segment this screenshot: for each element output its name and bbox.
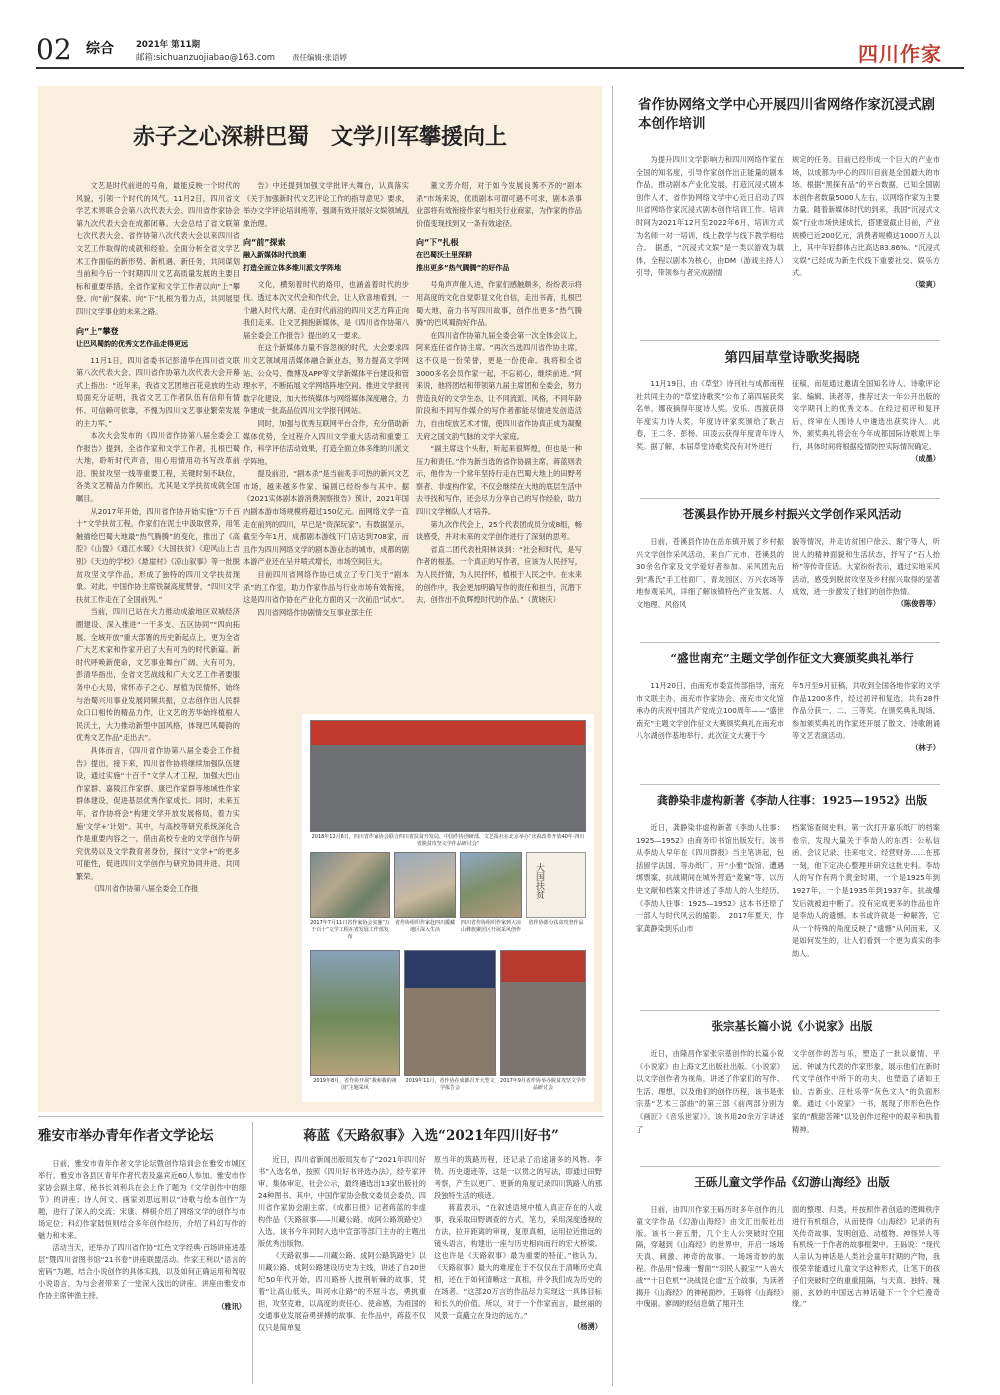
side-article-col	[792, 378, 940, 464]
bottom-paragraph: 原当年的筑路历程，还记录了沿途诸多的风物、李贽、历史遗迹等，这是一以贯之的写法，即通过田野考察，产生以更广、更新的角度记录四川筑路人的那段独特生活的痕迹。	[434, 1155, 602, 1200]
side-article-author: （梁爽）	[911, 279, 940, 289]
photo-caption: 2017年7月11日省作家协会实施“万千百十”文学工程在省发展工作部发布	[310, 920, 390, 940]
main-col-2	[243, 180, 409, 619]
side-article-col	[792, 1204, 940, 1310]
photo-6	[500, 950, 586, 1076]
title-rule	[640, 1010, 940, 1011]
side-paragraph: 面的整理、归类，并按照作者创造的逻辑秩序进行有机组合，从而使得《山海经》记录的有关传奇故事、发明创造、动植物、神怪异人等有机统一于作者的故事框架中。王砾说：“现代人亲认为神话是人类社会童年时期的产物，我很荣幸能通过儿童文学这种形式，让笔下的孩子们突破时空的重重阻隔，与天真、独特、瑰丽、玄妙的中国远古神话碰下一个个烂漫奇缘。”	[792, 1205, 940, 1309]
main-paragraph: 省直二团代表杜阳林谈到：“社会和时代，是写作者的根基。一个真正的写作者，应该为人民抒写，为人民抒情，为人民抒怀，植根于人民之中。在未来的创作中，我会更加明确写作的责任和担当，沉潜下去，创作出不负辉煌时代的作品。”（黄晓庆）	[416, 544, 582, 605]
main-paragraph: 具体而言，《四川省作协第八届全委会工作报告》提出，接下来，四川省作协将继续加强队伍建设，通过实施“十百千”文学人才工程，加强大巴山作家群、嘉陵江作家群、康巴作家群等地域性作家群体建设，促进基层优秀作家成长。同时，未来五年，省作协将会“构建文学开放发展格局，着力实施‘文学+’计划”。其中，与高校等研究系统深化合作是重要内容之一，借由高校专业的文学创作与研究优势以及文学教育者身份，探讨“文学+”的更多可能性，促进四川文学创作与研究协同并进、共同繁荣。	[76, 745, 240, 881]
main-paragraph: 目前四川省网络作协已成立了专门关于“剧本杀”的工作室，助力作家作品与行业市场有效衔接，这是四川省作协在产业化方面的又一次前沿“试水”。	[243, 570, 409, 605]
side-paragraph: 11月19日，由《草堂》诗刊社与成都南程社共同主办的“草堂诗歌奖”公布了第四届获奖名单，娜夜摘得年度诗人奖，安乐、西渡获得年度实力诗人奖，年度诗评家奖颁给了耿占春，王二冬、彭杨、田凌云获得年度青年诗人奖。据了解，本届草堂诗歌奖没有对外进行	[636, 379, 784, 451]
side-article-title: 苍溪县作协开展乡村振兴文学创作采风活动	[682, 507, 902, 521]
bottom-article-jiang	[258, 1124, 604, 1332]
side-article-col	[792, 680, 940, 753]
side-article-col	[792, 1048, 940, 1136]
side-article-author: （成墨）	[911, 453, 940, 463]
side-paragraph: 日前，苍溪县作协在岳东镇开展了乡村振兴文学创作采风活动，来自广元市、苍溪县的30余名作家及文学爱好者参加。采风团先后到“燕氏”手工挂面厂、青龙园区、万兴农场等地参观采风，详细了解该镇特色产业发展、人文地理、风俗风	[636, 537, 784, 609]
bottom-paragraph: 日前，雅安市青年作者文学论坛暨创作培训会在雅安市城区举行。雅安市各县区青年作者代表及嘉宾近60人参加。雅安市作家协会副主席、秘书长刘利兵在会上作了题为《文学创作中的细节》的讲座；诗人何文、画家刘思远则以“诗歌与绘本创作”为题，进行了深入的交流；宋康、柳棋介绍了网络文学的创作与市场定位；科幻作家陆恒则结合多年创作经历，介绍了科幻写作的魅力和未来。	[38, 1159, 246, 1240]
column-rule	[612, 86, 613, 1386]
photo-4	[310, 950, 400, 1076]
main-paragraph: 在四川省作协第九届全委会第一次全体会议上，阿来连任省作协主席。“再次当选四川省作协主席，这不仅是一份荣誉，更是一份使命。我将和全省3000多名会员作家一起，不忘初心，继续前进。”阿来说，他将团结和带领第九届主席团和全委会，努力营造良好的文学生态，让不同流派、风格，不同年龄阶段和不同写作媒介的写作者都能尽情进发创造活力，自由绽放艺术才情，使四川省作协真正成为凝聚天府之国文韵气脉的文学大家庭。	[416, 330, 582, 441]
side-paragraph: 规定的任务。目前已经形成一个巨大的产业市场，以成都为中心的四川目前是全国最大的市场。根据“黑探有品”的平台数据，已知全国剧本创作者数量5000人左右，以网络作家为主要力量。随着新媒体时代的到来，我国“沉浸式文娱”行业市场快速成长，搭建壹截止目前，产业规模已近200亿元，消费者规模达1000万人以上，其中年轻群体占比高达83.86%。“沉浸式文娱”已经成为新生代线下重要社交、娱乐方式。	[792, 155, 940, 278]
subhead-forward-desc-2: 打造全面立体多维川派文学阵地	[243, 264, 341, 273]
side-article-network	[620, 96, 964, 289]
side-paragraph: 日前，由四川作家王砾历时多年创作的儿童文学作品《幻游山海经》由文汇出版社出版。该书一套五册，几个主人公突破时空阻隔，穿越到《山海经》的世界中，开启一场场天真、刺激、神奇的故事。一场场奇妙的旅程。作品用“惊魂一瞥面”“羽民人毅宝”“人兽大战”“十日危机”“决战昆仑虚”五个故事，为读者揭开《山海经》的神秘面纱。王砾将《山海经》中瑰丽、寥阔的经信息做了翔开生	[636, 1205, 784, 1309]
bottom-article-author: （杨湧）	[573, 1322, 602, 1331]
brand-logo: 四川作家	[858, 42, 942, 66]
bottom-paragraph: 蒋蓝表示，“在叙述语境中植入真正存在的人或事，我采取田野调查的方式，笔力，采用深度透视的方法，拉开距离的审视，复原真相，运用拉近推远的镜头语言，构建出一座与历史相向而行的宏大桥梁。这也许是《天路叙事》最为重要的特征。”他认为，《天路叙事》最大的难度在于不仅仅在于清晰历史真相，还在于如何清晰这一真相，并令我们成为历史的在场者。“这部20万言的作品尽力实现这一具体目标和长久的价值。所以，对于一个作家而言，最丝丽的风景一直矗立在身边的远方。”	[434, 1203, 602, 1320]
main-paragraph: 本次大会发布的《四川省作协第八届全委会工作报告》提到，全省作家和文学工作者，扎根巴蜀大地，聆听时代声音，用心用情用功书写改革前沿、脱贫攻坚一线等重要工程，关键时刻不缺位，各类文艺精品力作频出，尤其是文学扶贫成就全国瞩目。	[76, 431, 240, 504]
bottom-article-col	[434, 1154, 602, 1332]
page-header	[0, 0, 1000, 70]
editor-info: 责任编辑:张语婷	[292, 53, 348, 62]
main-paragraph: 号角声声催人进，作家们感触颇多，纷纷表示将用高度的文化自觉彰显文化自信，走出书斋，扎根巴蜀大地，奋力书写四川故事，创作出更多“热气腾腾”的巴风蜀韵好作品。	[416, 280, 582, 328]
subhead-down-title: 向“下”扎根	[416, 238, 459, 248]
main-paragraph: 文化，横刻着时代的烙印，也涵盖着时代的步伐。透过本次文代会和作代会，让人欣喜地看到，一个融入时代大潮、走在时代前沿的四川文艺方阵正向我们走来。让文艺拥抱新媒体，是《四川省作协第八届全委会工作报告》提出的又一要求。	[243, 280, 409, 340]
side-paragraph: 年5月至9月征稿，共收到全国各地作家的文学作品1200多件，经过初评和复选，共有28件作品分获一、二、三等奖。在颁奖典礼现场，参加颁奖典礼的作家还开展了散文、诗歌朗诵等文艺表演活动。	[792, 681, 940, 741]
main-paragraph: 告》中还提到加强文学批评大舞台，认真落实《关于加强新时代文艺评论工作的指导意见》要求，举办文学评论培训班等，强调有效开展好文娱领域乱象治理。	[243, 181, 409, 228]
book-cover-title: 大国扶贫	[534, 863, 544, 899]
main-col-3	[416, 180, 582, 607]
main-col-1	[76, 180, 240, 896]
main-article	[38, 86, 602, 1112]
side-article-col	[636, 536, 784, 612]
side-paragraph: 文学创作的苦与乐，塑造了一批以豪情、平远、钟诚为代表的作家形象，展示他们在新时代文学创作中所下的功夫，也塑造了诸如王仙、吉新业、汪杜乐等“灰色文人”的负面形象。通过《小说家》一书，展现了形形色色作家的“酸甜苦辣”以及创作过程中的艰辛和执着精神。	[792, 1049, 940, 1134]
title-rule	[640, 340, 940, 341]
main-paragraph: 《四川省作协第八届全委会工作报	[90, 884, 199, 894]
bottom-article-col	[258, 1154, 426, 1334]
side-article-gong	[620, 784, 964, 958]
side-paragraph: 近日，由隆昌作家张宗基创作的长篇小说《小说家》由上海文艺出版社出版。《小说家》以文学创作者为视角，讲述了作家们的写作、生活、理想，以及他们的创作历程，该书是张宗基“艺术三部曲”的第三部《前两部分别为《画匠》《音乐世家》》。该书用20余万字讲述了	[636, 1049, 784, 1134]
side-article-col	[636, 680, 784, 743]
issue-info: 2021年 第11期	[136, 40, 200, 50]
side-article-col	[636, 378, 784, 454]
subhead-forward-title: 向“前”探索	[243, 238, 286, 248]
photo-caption: 四川省作协组织作家到大凉山彝族聚居区开展采风创作	[460, 920, 521, 933]
side-article-col	[792, 822, 940, 961]
photo-3	[460, 852, 522, 918]
photo-5	[404, 950, 496, 1076]
side-article-col	[636, 1048, 784, 1136]
side-paragraph: 貌等情况，并走访贫困户徐云、谢宁等人，听说人的精神面貌和生活状态，抒写了“石人抬桥”等传奇佳话。大家纷纷表示，通过实地采风活动，感受到脱贫攻坚及乡村振兴取得的显著成效，进一步激发了他们的创作热情。	[792, 537, 940, 597]
page-number: 02	[36, 33, 72, 66]
side-paragraph: 为提升四川文学影响力和四川网络作家在全国的知名度，引导作家创作出正能量的剧本作品，推动剧本产业化发展，打造沉浸式剧本创作人才，省作协网络文学中心近日启动了四川省网络作家沉浸式剧本创作培训工作。培训时间为2021年12月至2022年6月，培训方式为名师一对一培训，线上教学与线下教学相结合。 据悉，“沉浸式文娱”是一类以游戏为载体，全程以剧本为核心，由DM（游戏主持人）引导，带领参与者完成剧情	[636, 155, 784, 278]
side-article-col	[792, 536, 940, 609]
subhead-up-title: 向“上”攀登	[76, 326, 119, 336]
side-paragraph: 档案馆查阅史料，第一次打开嘉乐纸厂的档案卷宗，发现大量关于李劼人的东西：公私信函、会议记录、往来电文、经营财务……在那一刻，他下定决心整理并研究这批史料。李劼人的写作有两个黄金时期，一个是1925年到1927年，一个是1935年到1937年。抗战爆发后就被迫中断了。没有完成更多的作品也许是李劼人的遗憾。本书或许就是一种解答，它从一个特殊的角度反映了“遗憾”从何而来，又是如何发生的，让人们看到一个更为真实的李劼人。	[792, 823, 940, 958]
side-article-nanchong	[620, 642, 964, 752]
main-paragraph: “副主席这个头衔，听起来很辉煌，但也是一种压力和责任。”作为新当选的省作协副主席，蒋蓝则表示，他作为一个常年坚持行走在巴蜀大地上的田野考察者、非虚构作家，不仅会继续在大地的底层生活中去寻找和写作，还会尽力分享自己的写作经验，助力四川文学梯队人才培养。	[416, 444, 582, 517]
side-paragraph: 近日，龚静染非虚构新著《李劼人往事：1925—1952》由商务印书馆出版发行。该书从李劼人早年在《四川群报》当主笔讲起，包括留学法国、等办纸厂、开“小雅”饭馆、遭遇绑票案，抗战期间在城外营造“菱窠”等，以历史文献和档案文件讲述了李劼人的人生经历。《李劼人往事：1925—1952》这本书还原了一部人与时代风云的缩影。 2017年夏天，作家龚静染到乐山市	[636, 823, 784, 933]
main-paragraph: 从2017年开始，四川省作协开始实施“万千百十”文学扶贫工程，作家们在泥土中汲取营养，用笔触描绘巴蜀大地最“热气腾腾”的变化，推出了《高腔》《山盟》《通江水暖》《大国扶贫》《迎风山上吉别》《天边的学校》《悬崖村》《凉山叙事》等一批脱贫攻坚文学作品，形成了独特的四川文学扶贫现象。对此，中国作协主席铁凝高度赞誉，“四川文学扶贫工作走在了全国前列。”	[76, 506, 240, 604]
main-paragraph: 董文芳介绍，对于如今发展良莠不齐的“剧本杀”市场来说，优质剧本可谓可遇不可求，剧本杀事业部将有效衔接作家与相关行业商家，为作家的作品价值变现找到又一条有效途径。	[416, 181, 582, 228]
subhead-down-desc-1: 在巴蜀沃土里深耕	[416, 251, 472, 260]
bottom-article-title: 雅安市举办青年作者文学论坛	[38, 1128, 214, 1144]
photo-caption: 2019年8月，省作协开展“我和我的祖国”主题采风	[313, 1078, 397, 1091]
subhead-forward-desc-1: 融入新媒体时代浪潮	[243, 251, 306, 260]
photo-seminar	[310, 720, 586, 832]
main-paragraph: 四川省网络作协剧情交互事业部主任	[257, 607, 373, 617]
bottom-paragraph: 近日，四川省新闻出版局发布了“2021年四川好书”入选名单，按照《四川好书评选办法》，经专家评审、集体审定、社会公示，最终遴选出13家出版社的24种图书。其中，中国作家协会散文委员会委员、四川省作家协会副主席、《成都日报》记者蒋蓝的非虚构作品《天路叙事——川藏公路、成阿公路筑路史》入选。该书今年同时入选中宣部等部门主办的主题出版优秀出版物。	[258, 1155, 426, 1248]
side-article-wang	[620, 1166, 964, 1309]
side-article-col	[792, 154, 940, 290]
bottom-rule	[38, 1116, 604, 1117]
bottom-paragraph: 《天路叙事——川藏公路、成阿公路筑路史》以川藏公路、成阿公路建设历史为主线，讲述了自20世纪50年代开始，四川路桥人披荆斩棘的故事，凭着“让高山低头，叫河水让路”的不屈斗志，勇挑重担，攻坚克难，以高度的责任心、使命感，为祖国的交通事业发展奋勇拼搏的故事。在作品中，蒋蓝不仅仅只是简单复	[258, 1251, 426, 1332]
side-article-title: “盛世南充”主题文学创作征文大赛颁奖典礼举行	[670, 651, 914, 665]
main-paragraph: 当前，四川已站在大力推动成渝地区双城经济圈建设、深入推进“一干多支、五区协同”“四向拓展、全域开放”重大部署的历史新起点上，更为全省广大艺术家和作家开启了大有可为的时代新篇。新时代呼唤新使命，文艺事业舞台广阔、大有可为，彭清华指出，全省文艺战线和广大文艺工作者要服务中心大局，常怀赤子之心、厚植为民情怀，始终与治蜀兴川事业发展同频共振，立志创作出人民群众口口相传的精品力作，让文艺的芳华始终植根人民沃土，大力推动新型中国风格，体现巴风蜀韵的优秀文艺作品“走出去”。	[76, 607, 240, 743]
side-article-poetry	[620, 340, 964, 463]
photo-book	[526, 852, 586, 918]
side-article-zhang	[620, 1010, 964, 1134]
side-article-title: 张宗基长篇小说《小说家》出版	[711, 1019, 873, 1033]
bottom-article-author: （雅讯）	[217, 1302, 246, 1311]
photo-caption: 2019年11月，省作协在成都召开大型文学报告会	[405, 1078, 495, 1091]
side-article-author: （陈俊蓉等）	[896, 598, 940, 608]
header-rule	[36, 67, 964, 69]
side-article-title: 王砾儿童文学作品《幻游山海经》出版	[694, 1175, 890, 1189]
photo-2	[394, 852, 456, 918]
main-paragraph: 文艺是时代前进的号角，最能反映一个时代的风貌，引领一个时代的风气。11月2日，四川省文学艺术界联合会第八次代表大会、四川省作家协会第九次代表大会在成都闭幕。大会总结了省文联第七次代表大会、省作协第八次代表大会以来四川省文艺工作取得的成就和经验。全面分析全省文学艺术工作面临的新形势、新机遇、新任务，共同谋划当前和今后一个时期四川文艺高质量发展的主要目标和重要举措。全省作家和文学工作者以向“上”攀登、向“前”探索、向“下”扎根为着力点，共同展望四川文学事业的未来之路。	[76, 181, 240, 316]
main-paragraph: 提及前沿，“剧本杀”是当前炙手可热的新兴文艺市场，越来越多作家、编剧已经纷参与其中。据《2021实体剧本游消费洞察报告》预计，2021年国内剧本游市场规模将超过150亿元。而网络文学一直走在前列的四川，早已是“资深玩家”。有数据显示，截至今年1月，成都剧本游线下门店达到708家，而且作为四川网络文学的剧本游业态的城市，成都的剧本游产业还在呈井喷式增长，市场空间巨大。	[243, 469, 409, 567]
bottom-paragraph: 活动当天，还举办了四川省作协“红色文学经典·百场讲座进基层”暨四川省图书馆“21书卷”讲座联盟活动。作家王利以“语言的密码”为题，结合小说创作的具体实践，以及如何正确运用和驾驭小说语言，为与会者带来了一堂深入浅出的讲座。讲座由雅安市作协主席钟渔主持。	[38, 1243, 246, 1300]
title-rule	[640, 498, 940, 499]
side-article-title: 第四届草堂诗歌奖揭晓	[724, 350, 860, 366]
photo-caption: 省作协组织作家赴四川援藏地区深入生活	[394, 920, 455, 933]
title-rule	[640, 642, 940, 643]
side-article-col	[636, 1204, 784, 1310]
photo-caption-top: 2018年12月6日，四川省作家协会联合四川省扶贫开发局、中国作协创研部、文艺报社在北京举办“庆祝改革开放40年·四川省脱贫攻坚文学作品研讨会”	[311, 834, 585, 847]
side-article-author: （林子）	[911, 742, 940, 752]
subhead-down-desc-2: 推出更多“热气腾腾”的好作品	[416, 264, 510, 273]
photo-caption: 省作协部分扶贫攻坚作品	[528, 920, 584, 926]
main-article-title: 赤子之心深耕巴蜀 文学川军攀援向上	[132, 124, 507, 150]
main-paragraph: 第九次作代会上，25个代表团成员分成8组，畅谈感受，并对未来的文学创作进行了深刻的思考。	[416, 519, 582, 542]
side-article-col	[636, 822, 784, 935]
side-article-cangxi	[620, 498, 964, 609]
title-rule	[640, 1166, 940, 1167]
title-rule	[640, 784, 940, 785]
photo-caption: 2017年9月省作协举办脱贫攻坚文学作品研讨会	[500, 1078, 586, 1091]
side-article-col	[636, 154, 784, 280]
bottom-article-title: 蒋蓝《天路叙事》入选“2021年四川好书”	[303, 1128, 559, 1144]
section-name: 综合	[86, 41, 114, 57]
side-article-title: 龚静染非虚构新著《李劼人往事：1925—1952》出版	[656, 794, 928, 807]
email-info: 邮箱:sichuanzuojiabao@163.com	[136, 53, 276, 63]
column-rule	[252, 1122, 253, 1384]
subhead-up-desc: 让巴风蜀韵的优秀文艺作品走得更远	[76, 339, 188, 348]
main-paragraph: 11月1日，四川省委书记彭清华在四川省文联第八次代表大会、四川省作协第九次代表大会开幕式上指出：“近年来，我省文艺团地百花竞放的生动局面充分证明，我省文艺工作者队伍有信仰有情怀、可信赖可依靠，不愧为四川文艺事业繁荣发展的主力军。”	[76, 355, 240, 428]
photo-1	[310, 852, 390, 918]
bottom-article-yaan	[38, 1124, 246, 1312]
photo-collage	[302, 714, 594, 1102]
side-article-title: 省作协网络文学中心开展四川省网络作家沉浸式剧本创作培训	[638, 97, 935, 132]
side-paragraph: 11月20日，由南充市委宣传部指导，南充市文联主办，南充市作家协会、南充市文化馆承办的庆祝中国共产党成立100周年——“盛世南充”主题文学创作征文大赛颁奖典礼在南充市八尔湖创作基地举行。此次征文大赛于今	[636, 681, 784, 741]
side-paragraph: 征稿，而是通过邀请全国知名诗人、诗歌评论家、编辑、读者等，推荐过去一年公开出版的文学期刊上的优秀文本。在经过初评和复评后，终审在人围诗人中遴选出获奖诗人。此外，颁奖典礼将会在今年成都国际诗歌周上举行，具体时间将根据疫情防控实际情况确定。	[792, 379, 940, 451]
main-paragraph: 在这个新媒体力量不容忽视的时代，大会要求四川文艺领域用活媒体融合新业态，努力提高文学网站、公众号、微博及APP等文学新媒体平台建设和管理水平，不断拓展文学网络阵地空间。推进文学报刊数字化建设，加大传统媒体与网络媒体深度融合，力争建成一批高品位四川文学报刊网站。	[243, 343, 409, 416]
main-paragraph: 同时，加强与优秀互联网平台合作，充分借助新媒体优势，全过程介入四川文学重大活动和重要工作，科学评估活动效果，打造全面立体多维的川派文学阵地。	[243, 418, 409, 466]
